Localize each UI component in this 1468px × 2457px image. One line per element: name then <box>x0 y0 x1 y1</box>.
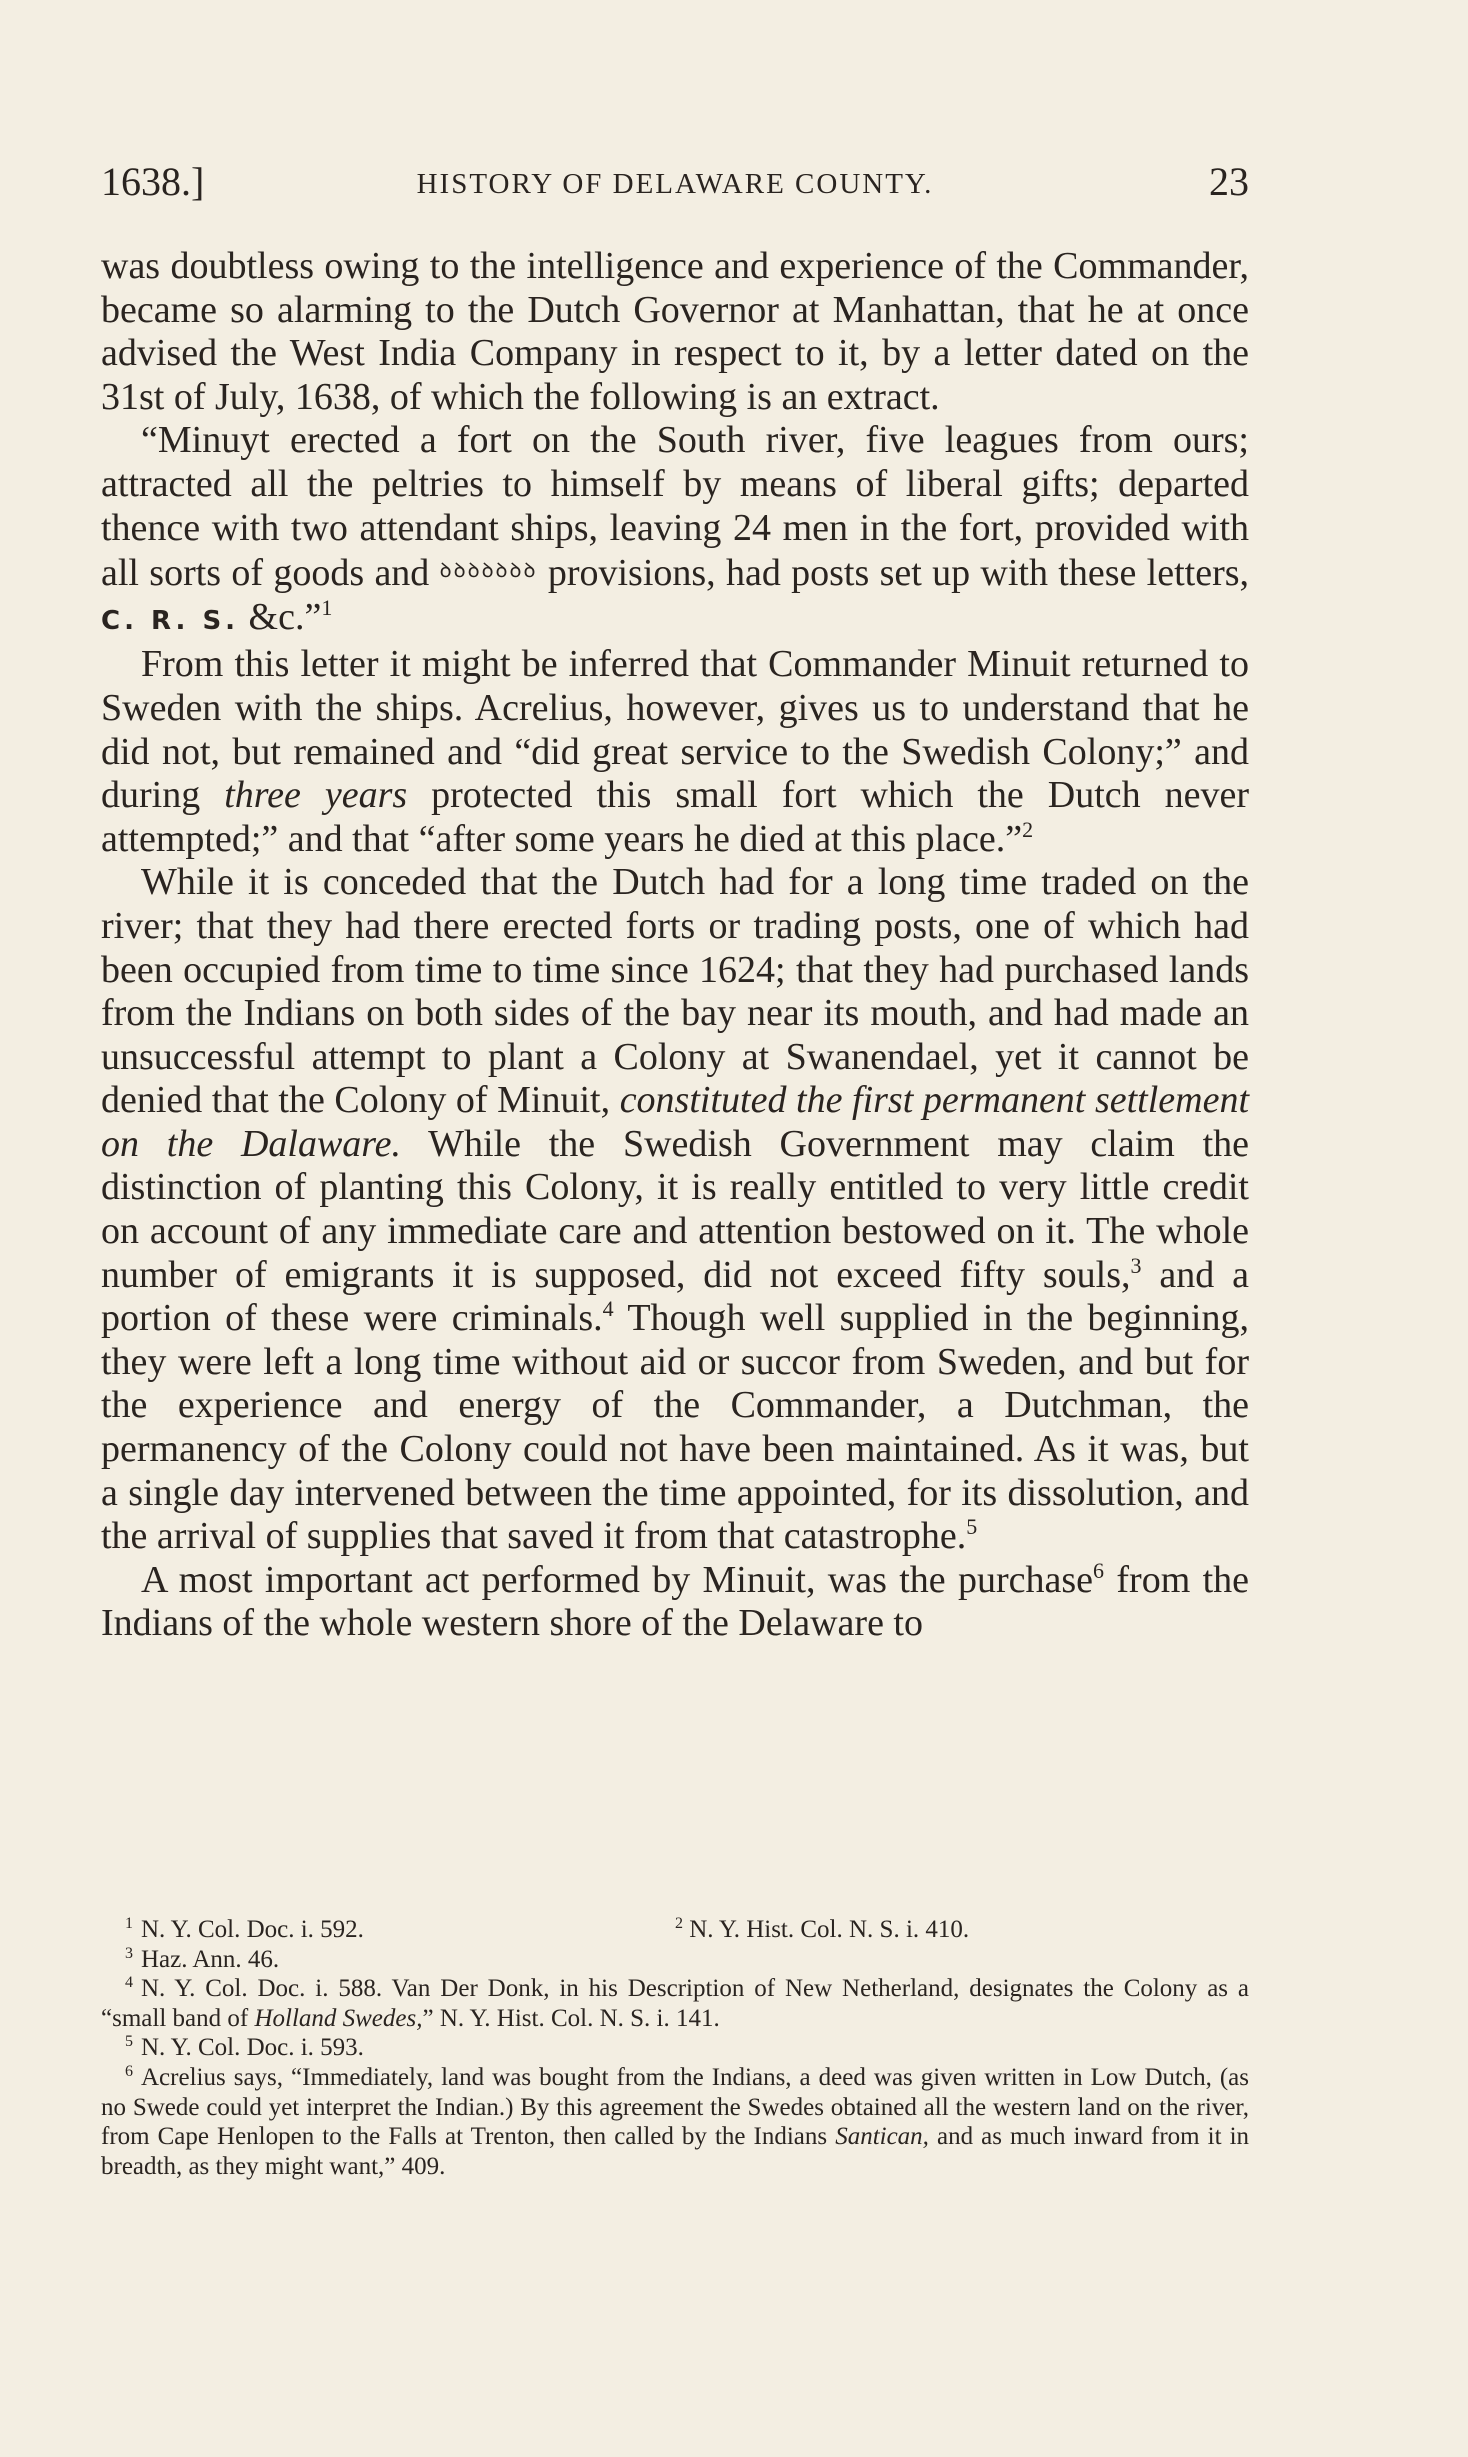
footnotes <box>101 1915 1249 2181</box>
paragraph-4: While it is conceded that the Dutch had for a long time traded on the river; that they had there erected forts or trading posts, one of which had been occupied from time to time since 1624; that they had purchased lands from the Indians on both sides of the bay near its mouth, and had made an unsuccessful attempt to plant a Colony at Swanendael, yet it cannot be denied that the Colony of Minuit, constituted the first permanent settlement on the Dalaware. While the Swedish Government may claim the distinction of planting this Colony, it is really entitled to very little credit on account of any immediate care and attention bestowed on it. The whole number of emigrants it is supposed, did not exceed fifty souls,$^3$ and a portion of these were criminals.$^4$ Though well supplied in the beginning, they were left a long time without aid or succor from Sweden, and but for the experience and energy of the Commander, a Dutchman, the permanency of the Colony could not have been maintained. As it was, but a single day intervened between the time appointed, for its dissolution, and the arrival of supplies that saved it from that catastrophe.$^5$ <box>101 861 1250 1558</box>
footnote-2: $^2$ N. Y. Hist. Col. N. S. i. 410. <box>675 1915 970 1943</box>
footnote-1: $^1$ N. Y. Col. Doc. i. 592. <box>125 1915 364 1943</box>
footnote-ref-4: 4 <box>602 1296 614 1322</box>
paragraph-5: A most important act performed by Minuit, was the purchase$^6$ from the Indians of the whole western shore of the Delaware to <box>101 1557 1250 1645</box>
footnote-4: $^4$ N. Y. Col. Doc. i. 588. Van Der Donk, in his Description of New Netherland, designates the Colony as a “small band of Holland Swedes,” N. Y. Hist. Col. N. S. i. 141. <box>101 1974 1249 2032</box>
footnote-3: $^3$ Haz. Ann. 46. <box>125 1944 280 1973</box>
footnote-ref-6: 6 <box>1093 1557 1105 1583</box>
footnote-ref-1: 1 <box>321 594 333 620</box>
crs-letters: C. R. S. <box>101 605 240 636</box>
footnote-5: $^5$ N. Y. Col. Doc. i. 593. <box>125 2033 364 2062</box>
page-number: 23 <box>1209 159 1249 204</box>
footnote-ref-2: 2 <box>1022 816 1034 842</box>
paragraph-1: was doubtless owing to the intelligence and experience of the Commander, became so alarming to the Dutch Governor at Manhattan, that he at once advised the West India Company in respect to it, by a letter dated on the 31st of July, 1638, of which the following is an extract. <box>101 245 1249 418</box>
paragraph-3: From this letter it might be inferred that Commander Minuit returned to Sweden with the ships. Acrelius, however, gives us to understand that he did not, but remained and “did great service to the Swedish Colony;” and during three years protected this small fort which the Dutch never attempted;” and that “after some years he died at this place.”$^2$ <box>101 643 1250 860</box>
paragraph-2-quote: “Minuyt erected a fort on the South river, five leagues from ours; attracted all the peltries to himself by means of liberal gifts; departed thence with two attendant ships, leaving 24 men in the fort, provided with all sorts of goods and $^{ꝺꝺꝺꝺꝺꝺꝺ}$ provisions, had posts set up with these letters, C. R. S. &c.”$^1$ <box>101 419 1250 638</box>
footnote-row-1-2 <box>101 1915 1249 1945</box>
footnote-6: $^6$ Acrelius says, “Immediately, land was bought from the Indians, a deed was given written in Low Dutch, (as no Swede could yet interpret the Indian.) By this agreement the Swedes obtained all the western land on the river, from Cape Henlopen to the Falls at Trenton, then called by the Indians Santican, and as much inward from it in breadth, as they might want,” 409. <box>101 2062 1250 2180</box>
header-year: 1638.] <box>101 159 205 204</box>
footnote-ref-3: 3 <box>1130 1252 1142 1278</box>
header-title: HISTORY OF DELAWARE COUNTY. <box>416 168 934 200</box>
mark-glyphs: ꝺꝺꝺꝺꝺꝺꝺ <box>439 560 538 583</box>
footnote-ref-5: 5 <box>966 1514 978 1540</box>
running-header <box>101 158 1249 208</box>
main-text <box>101 245 1249 1646</box>
